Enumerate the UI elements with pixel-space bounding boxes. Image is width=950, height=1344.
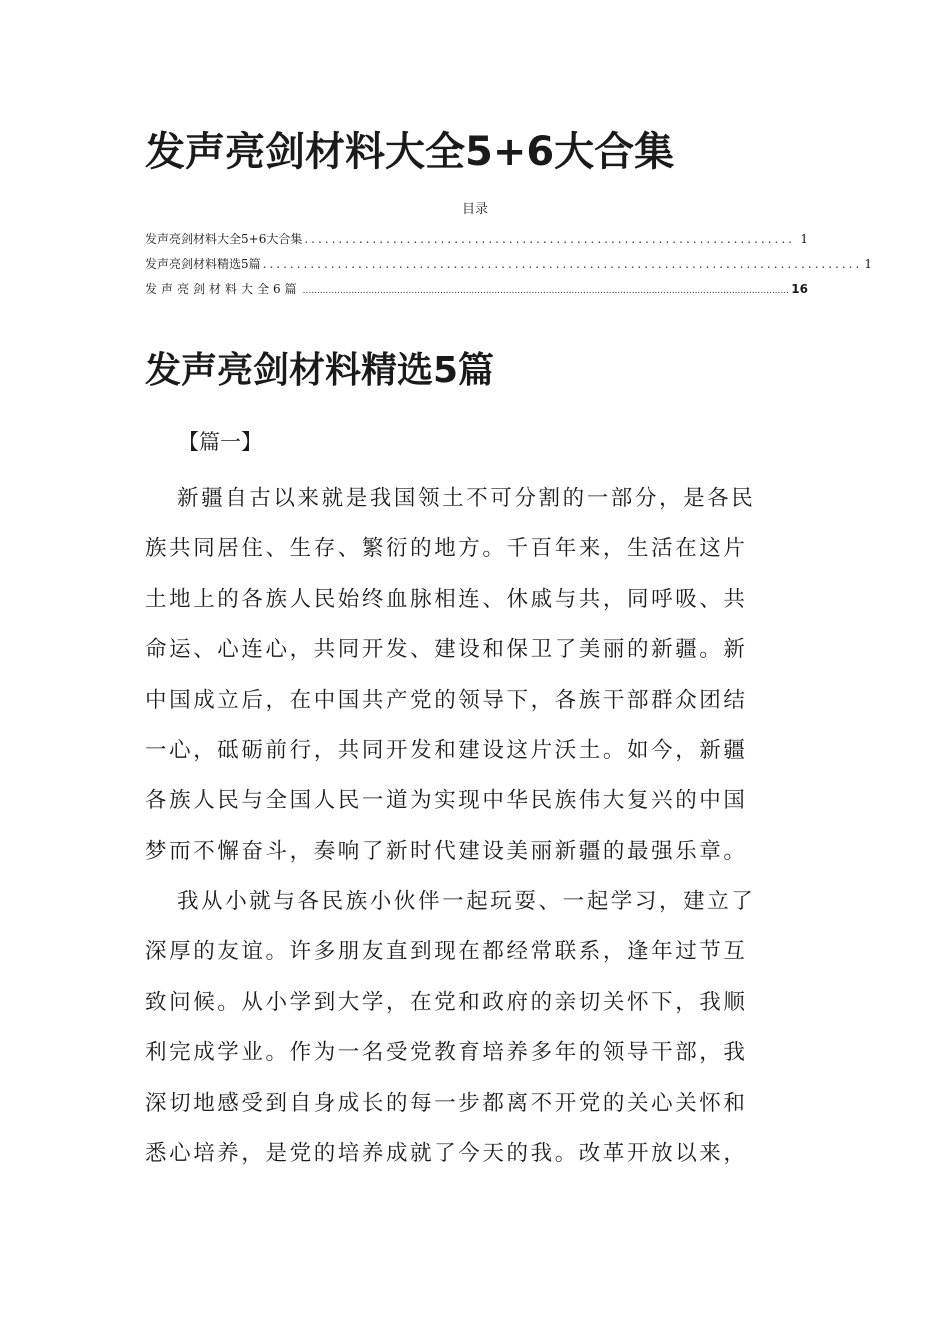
section-title: 发声亮剑材料精选5篇 (145, 350, 495, 391)
paragraph-line: 新疆自古以来就是我国领土不可分割的一部分，是各民 (177, 486, 756, 511)
paragraph-line: 族共同居住、生存、繁衍的地方。千百年来，生活在这片 (145, 536, 748, 562)
paragraph-line: 命运、心连心，共同开发、建设和保卫了美丽的新疆。新 (145, 637, 748, 663)
toc-entry-label: 发声亮剑材料大全6篇 (145, 282, 301, 296)
paragraph-line: 一心，砥砺前行，共同开发和建设这片沃土。如今，新疆 (145, 738, 748, 764)
paragraph-line: 致问候。从小学到大学，在党和政府的亲切关怀下，我顺 (145, 989, 748, 1015)
toc-entry-leader: ........................................................................................ (262, 257, 863, 271)
toc-entry[interactable] (145, 252, 872, 277)
paragraph-line: 深厚的友谊。许多朋友直到现在都经常联系，逢年过节互 (145, 939, 748, 965)
paragraph-line: 利完成学业。作为一名受党教育培养多年的领导干部，我 (145, 1040, 748, 1066)
toc-entry-leader: ........................................................................ (304, 232, 795, 246)
paragraph-line: 中国成立后，在中国共产党的领导下，各族干部群众团结 (145, 687, 748, 713)
paragraph-line: 我从小就与各民族小伙伴一起玩耍、一起学习，建立了 (177, 889, 756, 914)
paragraph-line: 梦而不懈奋斗，奏响了新时代建设美丽新疆的最强乐章。 (145, 838, 748, 864)
paragraph-line: 各族人民与全国人民一道为实现中华民族伟大复兴的中国 (145, 788, 748, 814)
paragraph-line: 悉心培养，是党的培养成就了今天的我。改革开放以来， (145, 1141, 748, 1167)
toc-entry[interactable] (145, 227, 808, 252)
toc-entry-label: 发声亮剑材料大全5+6大合集 (145, 232, 303, 246)
document-title: 发声亮剑材料大全5+6大合集 (145, 129, 675, 175)
body-paragraph (145, 474, 795, 877)
toc-entry-leader: .......................................................................................................................................................................... (302, 286, 789, 296)
paragraph-line: 深切地感受到自身成长的每一步都离不开党的关心关怀和 (145, 1090, 748, 1116)
part-label: 【篇一】 (178, 430, 262, 454)
body-paragraph (145, 877, 795, 1179)
paragraph-line: 土地上的各族人民始终血脉相连、休戚与共，同呼吸、共 (145, 586, 748, 612)
toc-entry-page: 16 (791, 282, 808, 296)
toc-entry[interactable] (145, 277, 808, 302)
table-of-contents (145, 227, 872, 302)
toc-entry-page: 1 (864, 257, 872, 271)
toc-heading: 目录 (461, 202, 488, 217)
toc-entry-page: 1 (800, 232, 808, 246)
toc-entry-label: 发声亮剑材料精选5篇 (145, 257, 261, 271)
